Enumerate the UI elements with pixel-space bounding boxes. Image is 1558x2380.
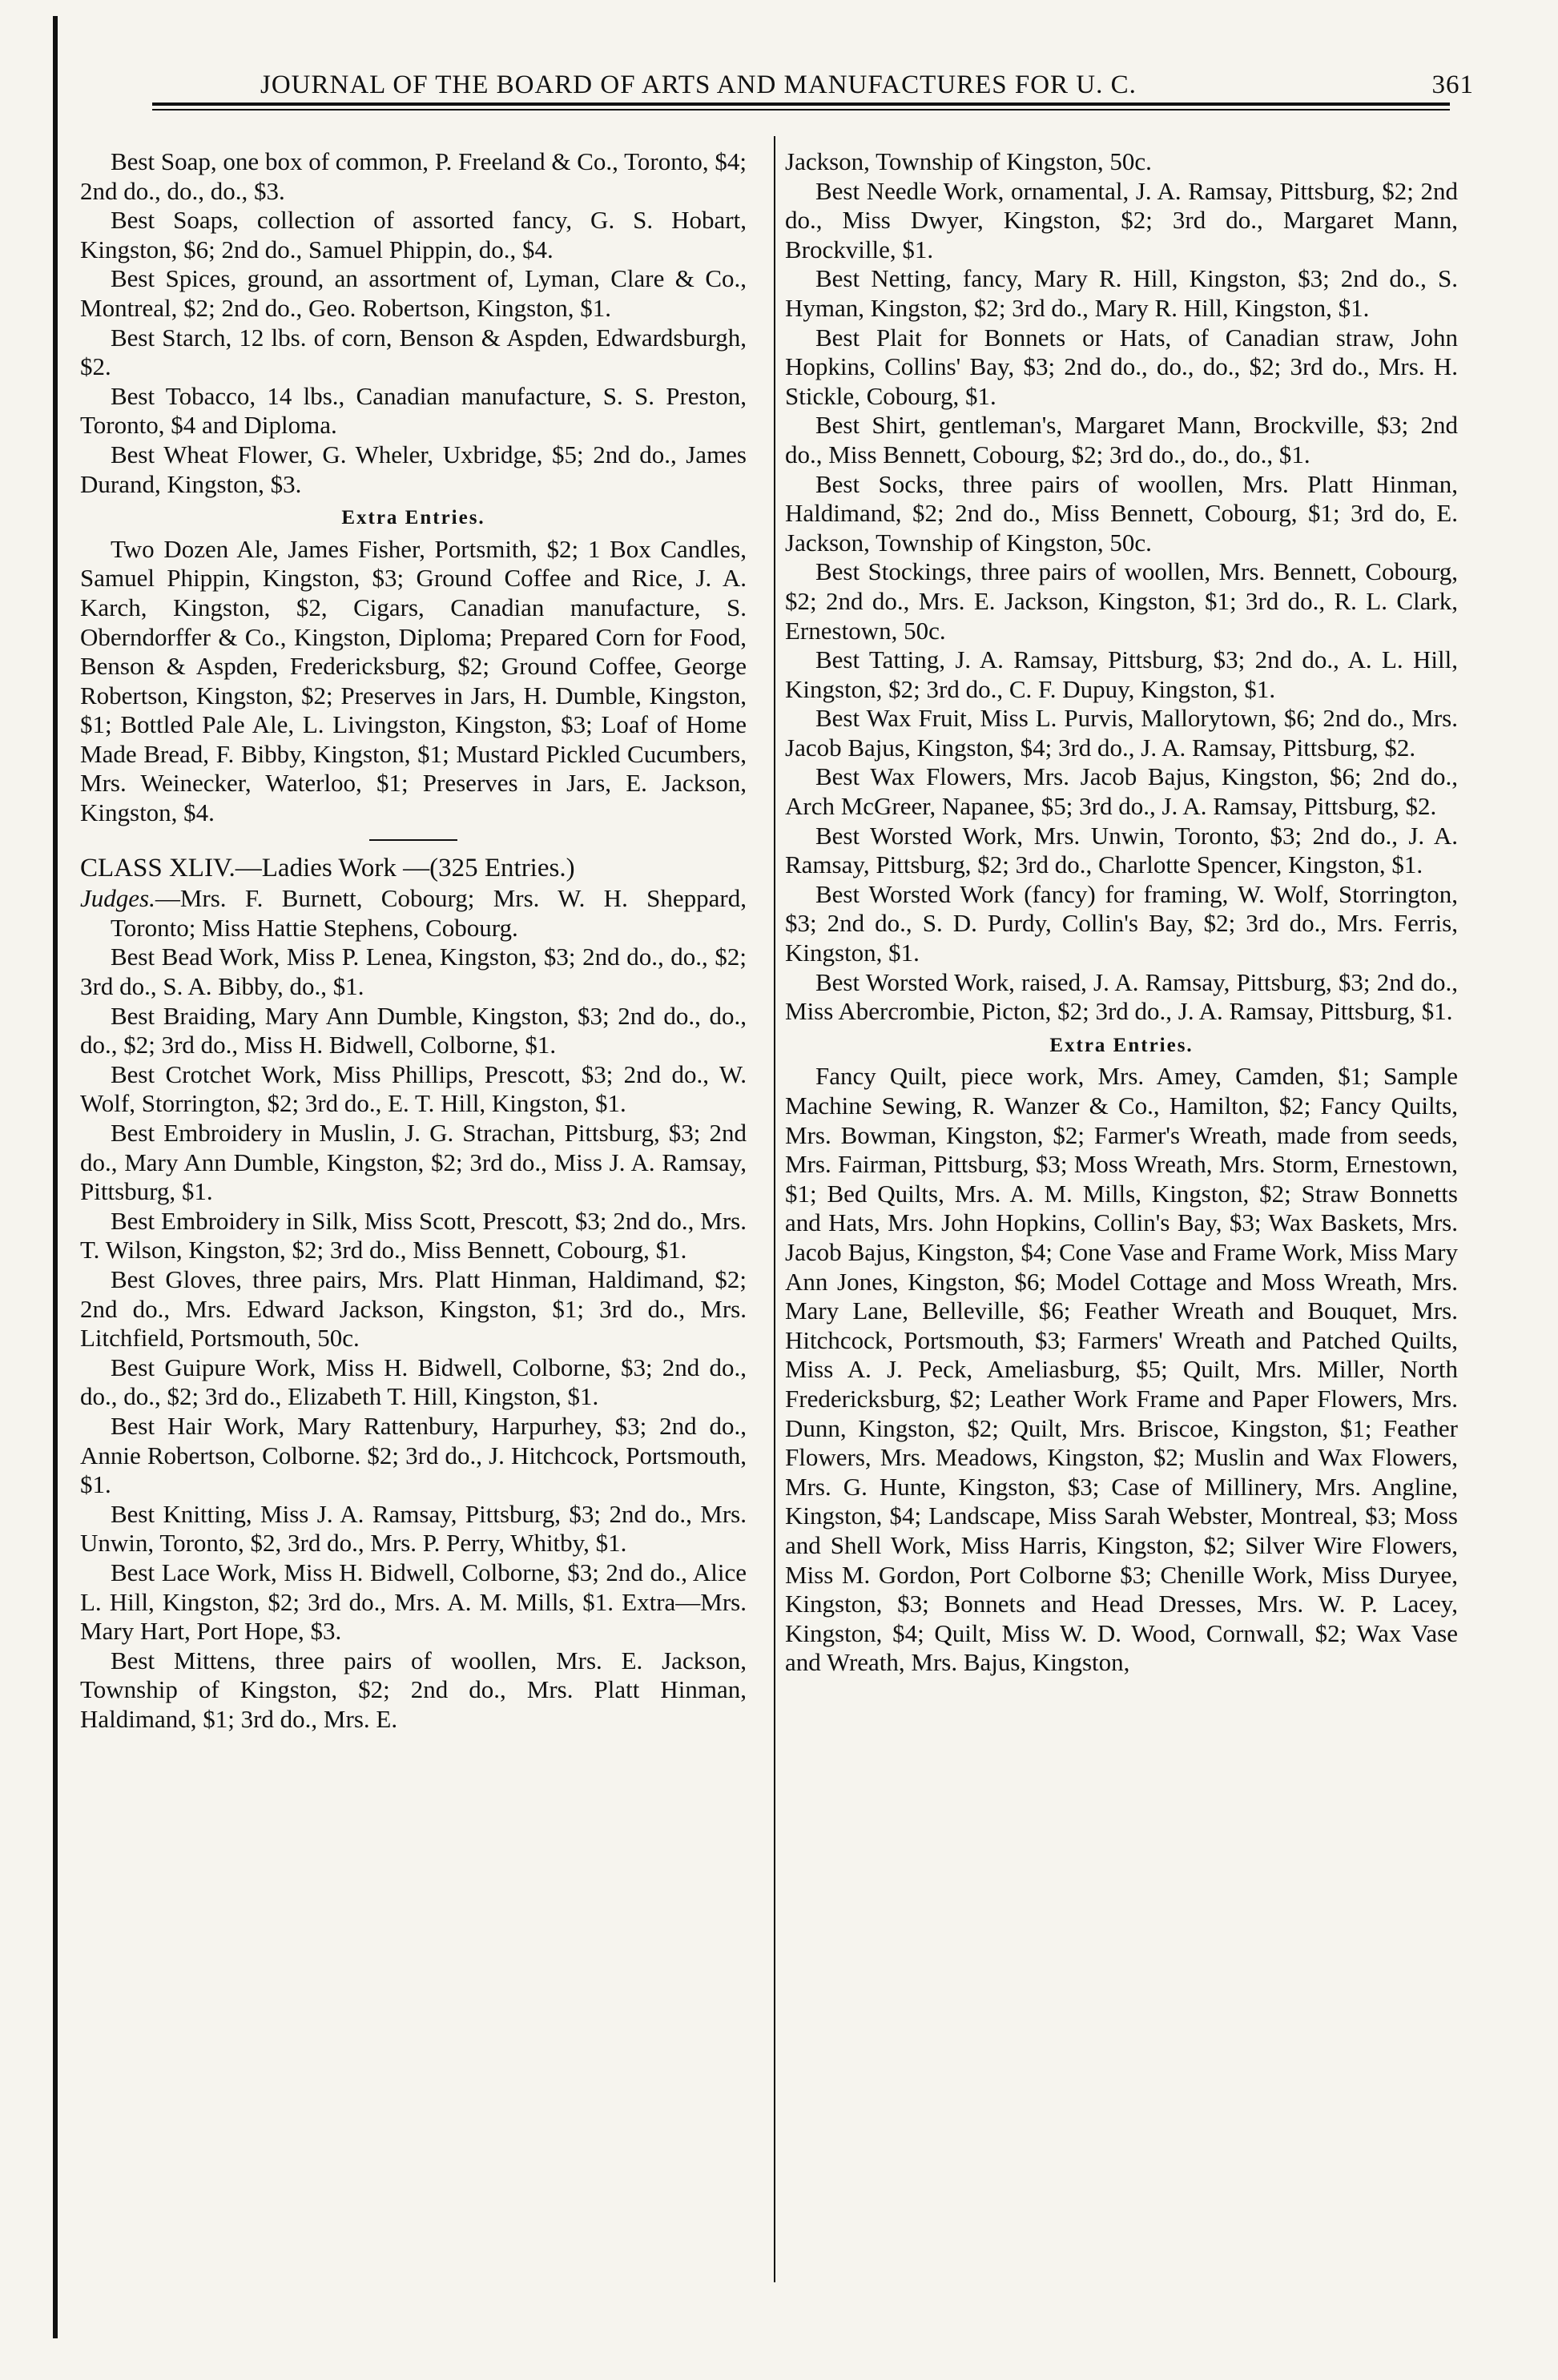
extra-entries-heading: Extra Entries.: [1049, 1034, 1194, 1056]
entry-paragraph: Best Crotchet Work, Miss Phillips, Prescott, $3; 2nd do., W. Wolf, Storrington, $2; 3rd do., E. T. Hill, Kingston, $1.: [80, 1059, 747, 1118]
entry-paragraph: Best Wheat Flower, G. Wheler, Uxbridge, $5; 2nd do., James Durand, Kingston, $3.: [80, 440, 747, 498]
column-divider: [774, 136, 775, 2282]
judges-names: —Mrs. F. Burnett, Cobourg; Mrs. W. H. Sheppard, Toronto; Miss Hattie Stephens, Cobourg.: [111, 884, 747, 942]
continuation-text: Jackson, Township of Kingston, 50c.: [785, 147, 1152, 175]
entry-paragraph: Best Wax Flowers, Mrs. Jacob Bajus, Kingston, $6; 2nd do., Arch McGreer, Napanee, $5; 3rd do., J. A. Ramsay, Pittsburg, $2.: [785, 762, 1458, 821]
entry-paragraph: Best Plait for Bonnets or Hats, of Canadian straw, John Hopkins, Collins' Bay, $3; 2nd do., do., do., $2; 3rd do., Mrs. H. Stickle, Cobourg, $1.: [785, 323, 1458, 410]
section-divider: [369, 839, 457, 841]
entry-paragraph: Best Needle Work, ornamental, J. A. Ramsay, Pittsburg, $2; 2nd do., Miss Dwyer, Kingston, $2; 3rd do., Margaret Mann, Brockville, $1.: [785, 176, 1458, 263]
entry-paragraph: Best Worsted Work, Mrs. Unwin, Toronto, $3; 2nd do., J. A. Ramsay, Pittsburg, $2; 3rd do., Charlotte Spencer, Kingston, $1.: [785, 821, 1458, 879]
left-column: [80, 147, 747, 1734]
entry-paragraph: Best Socks, three pairs of woollen, Mrs. Platt Hinman, Haldimand, $2; 2nd do., Miss Bennett, Cobourg, $1; 3rd do, E. Jackson, Township of Kingston, 50c.: [785, 469, 1458, 557]
entry-paragraph: Best Soap, one box of common, P. Freeland & Co., Toronto, $4; 2nd do., do., do., $3.: [80, 147, 747, 205]
entry-paragraph: Best Worsted Work, raised, J. A. Ramsay, Pittsburg, $3; 2nd do., Miss Abercrombie, Picton, $2; 3rd do., J. A. Ramsay, Pittsburg, $1.: [785, 967, 1458, 1026]
judges-line: [80, 884, 747, 943]
entry-paragraph: Best Netting, fancy, Mary R. Hill, Kingston, $3; 2nd do., S. Hyman, Kingston, $2; 3rd do., Mary R. Hill, Kingston, $1.: [785, 264, 1458, 322]
extra-entries-text: Fancy Quilt, piece work, Mrs. Amey, Camden, $1; Sample Machine Sewing, R. Wanzer & Co., Hamilton, $2; Fancy Quilts, Mrs. Bowman, Kingston, $2; Farmer's Wreath, made from seeds, Mrs. Fairman, Pittsburg, $3; Moss Wreath, Mrs. Storm, Ernestown, $1; Bed Quilts, Mrs. A. M. Mills, Kingston, $2; Straw Bonnetts and Hats, Mrs. John Hopkins, Collin's Bay, $3; Wax Baskets, Mrs. Jacob Bajus, Kingston, $4; Cone Vase and Frame Work, Miss Mary Ann Jones, Kingston, $6; Model Cottage and Moss Wreath, Mrs. Mary Lane, Belleville, $6; Feather Wreath and Bouquet, Mrs. Hitchcock, Portsmouth, $3; Farmers' Wreath and Patched Quilts, Miss A. J. Peck, Ameliasburg, $5; Quilt, Mrs. Miller, North Fredericksburg, $2; Leather Work Frame and Paper Flowers, Mrs. Dunn, Kingston, $2; Quilt, Mrs. Briscoe, Kingston, $1; Feather Flowers, Mrs. Meadows, Kingston, $2; Muslin and Wax Flowers, Mrs. G. Hunte, Kingston, $3; Case of Millinery, Mrs. Angline, Kingston, $4; Landscape, Miss Sarah Webster, Montreal, $3; Moss and Shell Work, Miss Harris, Kingston, $2; Silver Wire Flowers, Miss M. Gordon, Port Colborne $3; Chenille Work, Miss Duryee, Kingston, $3; Bonnets and Head Dresses, Mrs. W. P. Lacey, Kingston, $4; Quilt, Miss W. D. Wood, Cornwall, $2; Wax Vase and Wreath, Mrs. Bajus, Kingston,: [785, 1062, 1458, 1677]
entry-paragraph: Best Hair Work, Mary Rattenbury, Harpurhey, $3; 2nd do., Annie Robertson, Colborne. $2; 3rd do., J. Hitchcock, Portsmouth, $1.: [80, 1411, 747, 1499]
journal-title: JOURNAL OF THE BOARD OF ARTS AND MANUFACTURES FOR U. C.: [260, 70, 1137, 99]
entry-paragraph: Best Tatting, J. A. Ramsay, Pittsburg, $3; 2nd do., A. L. Hill, Kingston, $2; 3rd do., C. F. Dupuy, Kingston, $1.: [785, 645, 1458, 703]
entry-paragraph: Best Tobacco, 14 lbs., Canadian manufacture, S. S. Preston, Toronto, $4 and Diploma.: [80, 381, 747, 440]
entry-paragraph: Best Knitting, Miss J. A. Ramsay, Pittsburg, $3; 2nd do., Mrs. Unwin, Toronto, $2, 3rd do., Mrs. P. Perry, Whitby, $1.: [80, 1499, 747, 1558]
entry-paragraph: Best Lace Work, Miss H. Bidwell, Colborne, $3; 2nd do., Alice L. Hill, Kingston, $2; 3rd do., Mrs. A. M. Mills, $1. Extra—Mrs. Mary Hart, Port Hope, $3.: [80, 1558, 747, 1646]
entry-paragraph: Best Wax Fruit, Miss L. Purvis, Mallorytown, $6; 2nd do., Mrs. Jacob Bajus, Kingston, $4; 3rd do., J. A. Ramsay, Pittsburg, $2.: [785, 704, 1458, 762]
header-rule-thin: [152, 109, 1450, 111]
entry-paragraph: Best Worsted Work (fancy) for framing, W. Wolf, Storrington, $3; 2nd do., S. D. Purdy, Collin's Bay, $2; 3rd do., Mrs. Ferris, Kingston, $1.: [785, 879, 1458, 967]
running-header: [112, 48, 1474, 99]
right-column: [785, 147, 1458, 1678]
class-title: CLASS XLIV.—Ladies Work —(325 Entries.): [80, 853, 575, 882]
entry-paragraph: Best Stockings, three pairs of woollen, Mrs. Bennett, Cobourg, $2; 2nd do., Mrs. E. Jackson, Kingston, $1; 3rd do., R. L. Clark, Ernestown, 50c.: [785, 557, 1458, 645]
entry-paragraph: Best Braiding, Mary Ann Dumble, Kingston, $3; 2nd do., do., do., $2; 3rd do., Miss H. Bidwell, Colborne, $1.: [80, 1001, 747, 1059]
entry-paragraph: Best Mittens, three pairs of woollen, Mrs. E. Jackson, Township of Kingston, $2; 2nd do., Mrs. Platt Hinman, Haldimand, $1; 3rd do., Mrs. E.: [80, 1646, 747, 1733]
entry-paragraph: Best Soaps, collection of assorted fancy, G. S. Hobart, Kingston, $6; 2nd do., Samuel Phippin, do., $4.: [80, 206, 747, 263]
entry-paragraph: Best Starch, 12 lbs. of corn, Benson & Aspden, Edwardsburgh, $2.: [80, 323, 747, 381]
entry-paragraph: Best Embroidery in Silk, Miss Scott, Prescott, $3; 2nd do., Mrs. T. Wilson, Kingston, $2; 3rd do., Miss Bennett, Cobourg, $1.: [80, 1206, 747, 1264]
extra-entries-heading: Extra Entries.: [341, 507, 485, 529]
page-edge-rule: [53, 16, 58, 2338]
extra-entries-text: Two Dozen Ale, James Fisher, Portsmith, $2; 1 Box Candles, Samuel Phippin, Kingston, $3; Ground Coffee and Rice, J. A. Karch, Kingston, $2, Cigars, Canadian manufacture, S. Oberndorffer & Co., Kingston, Diploma; Prepared Corn for Food, Benson & Aspden, Fredericksburg, $2; Ground Coffee, George Robertson, Kingston, $2; Preserves in Jars, H. Dumble, Kingston, $1; Bottled Pale Ale, L. Livingston, Kingston, $3; Loaf of Home Made Bread, F. Bibby, Kingston, $1; Mustard Pickled Cucumbers, Mrs. Weinecker, Waterloo, $1; Preserves in Jars, E. Jackson, Kingston, $4.: [80, 534, 747, 827]
entry-paragraph: Best Spices, ground, an assortment of, Lyman, Clare & Co., Montreal, $2; 2nd do., Geo. Robertson, Kingston, $1.: [80, 264, 747, 322]
entry-paragraph: Best Shirt, gentleman's, Margaret Mann, Brockville, $3; 2nd do., Miss Bennett, Cobourg, $2; 3rd do., do., do., $1.: [785, 411, 1458, 468]
entry-paragraph: Best Guipure Work, Miss H. Bidwell, Colborne, $3; 2nd do., do., do., $2; 3rd do., Elizabeth T. Hill, Kingston, $1.: [80, 1353, 747, 1411]
judges-label: Judges.: [80, 884, 155, 913]
entry-paragraph: Best Embroidery in Muslin, J. G. Strachan, Pittsburg, $3; 2nd do., Mary Ann Dumble, Kingston, $2; 3rd do., Miss J. A. Ramsay, Pittsburg, $1.: [80, 1119, 747, 1206]
entry-paragraph: Best Bead Work, Miss P. Lenea, Kingston, $3; 2nd do., do., $2; 3rd do., S. A. Bibby, do., $1.: [80, 943, 747, 1001]
entry-paragraph: Best Gloves, three pairs, Mrs. Platt Hinman, Haldimand, $2; 2nd do., Mrs. Edward Jackson, Kingston, $1; 3rd do., Mrs. Litchfield, Portsmouth, 50c.: [80, 1264, 747, 1353]
header-rule-thick: [152, 103, 1450, 106]
page-number: 361: [1431, 70, 1474, 99]
